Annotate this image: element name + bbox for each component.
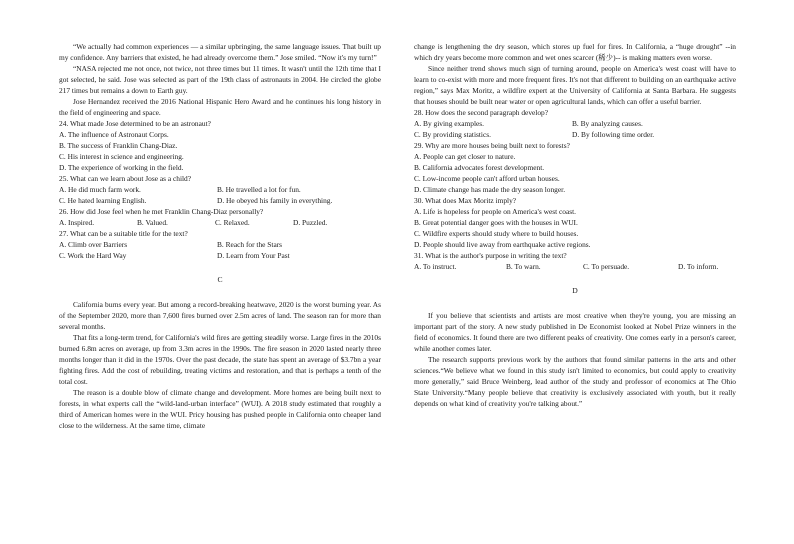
intro-paragraph-2: “NASA rejected me not once, not twice, not three times but 11 times. It wasn't until the 12th time that I got selected, he said. Jose was selected as part of the 19th class of astronauts in 2004. He circled the globe 217 times but remains a down to Earth guy.: [59, 64, 381, 95]
q27-option-a[interactable]: A. Climb over Barriers: [59, 240, 128, 249]
passage-c-continuation: change is lengthening the dry season, which stores up fuel for fires. In California, a “huge drought” --in which dry years become more common and wet ones scarcer (稀少)-- is making matters even worse.: [414, 42, 736, 62]
question-26: 26. How did Jose feel when he met Franklin Chang-Diaz personally?: [59, 207, 264, 216]
q30-option-b[interactable]: B. Great potential danger goes with the houses in WUI.: [414, 218, 578, 227]
q26-option-a[interactable]: A. Inspired.: [59, 218, 95, 227]
q26-options-row: [59, 217, 381, 228]
passage-c-paragraph-4: Since neither trend shows much sign of turning around, people on America's west coast will have to learn to co-exist with more and more frequent fires. It's not that different to building on an earthquake active region,” says Max Moritz, a wildfire expert at the University of California at Santa Barbara. He suggests that houses should be built near water or open agricultural lands, which can offer a useful barrier.: [414, 64, 736, 106]
question-24: 24. What made Jose determined to be an astronaut?: [59, 119, 211, 128]
intro-paragraph-3: Jose Hernandez received the 2016 National Hispanic Hero Award and he continues his long history in the field of engineering and space.: [59, 97, 381, 117]
question-31: 31. What is the author's purpose in writing the text?: [414, 251, 567, 260]
q27-option-d[interactable]: D. Learn from Your Past: [217, 251, 290, 260]
q26-option-b[interactable]: B. Valued.: [137, 218, 168, 227]
q28-option-a[interactable]: A. By giving examples.: [414, 119, 484, 128]
q25-option-d[interactable]: D. He obeyed his family in everything.: [217, 196, 333, 205]
q27-options-row-2: [59, 250, 381, 261]
q28-option-d[interactable]: D. By following time order.: [572, 130, 655, 139]
q29-option-b[interactable]: B. California advocates forest development.: [414, 163, 545, 172]
q29-option-c[interactable]: C. Low-income people can't afford urban houses.: [414, 174, 560, 183]
q26-option-c[interactable]: C. Relaxed.: [215, 218, 250, 227]
left-column: [59, 41, 381, 431]
q31-option-c[interactable]: C. To persuade.: [583, 262, 630, 271]
intro-paragraph-1: “We actually had common experiences — a similar upbringing, the same language issues. That built up my confidence. Any barriers that existed, he had already overcome them.” Jose smiled. “Now it's my turn!”: [59, 42, 381, 62]
passage-c-paragraph-3: The reason is a double blow of climate change and development. More homes are being built next to forests, in what experts call the “wild-land-urban interface” (WUI). A 2018 study estimated that roughly a third of American homes were in the WUI. Pricy housing has pushed people in California onto cheaper land close to the wilderness. At the same time, climate: [59, 388, 381, 430]
q27-option-c[interactable]: C. Work the Hard Way: [59, 251, 127, 260]
passage-d-paragraph-1: If you believe that scientists and artists are most creative when they're young, you are missing an important part of the story. A new study published in De Economist looked at Nobel Prize winners in the field of economics. It found there are two different peaks of creativity. One comes early in a person's career, while another comes later.: [414, 311, 736, 353]
q31-option-a[interactable]: A. To instruct.: [414, 262, 457, 271]
passage-c-paragraph-1: California burns every year. But among a record-breaking heatwave, 2020 is the worst burning year. As of the September 2020, more than 7,600 fires burned over 2.5m acres of land. The season ran for more than several months.: [59, 300, 381, 331]
question-25: 25. What can we learn about Jose as a child?: [59, 174, 192, 183]
q30-option-d[interactable]: D. People should live away from earthquake active regions.: [414, 240, 591, 249]
q28-options-row-1: [414, 118, 736, 129]
question-28: 28. How does the second paragraph develop?: [414, 108, 549, 117]
right-column: [414, 41, 736, 409]
q28-option-c[interactable]: C. By providing statistics.: [414, 130, 491, 139]
q26-option-d[interactable]: D. Puzzled.: [293, 218, 328, 227]
q31-options-row: [414, 261, 736, 272]
q25-option-a[interactable]: A. He did much farm work.: [59, 185, 141, 194]
passage-d-paragraph-2: The research supports previous work by the authors that found similar patterns in the arts and other sciences.“We believe what we found in this study isn't limited to economics, but could apply to creativity more generally,” said Bruce Weinberg, lead author of the study and professor of economics at The Ohio State University.“Many people believe that creativity is exclusively associated with youth, but it really depends on what kind of creativity you're talking about.”: [414, 355, 736, 408]
q24-option-d[interactable]: D. The experience of working in the field.: [59, 163, 184, 172]
q28-option-b[interactable]: B. By analyzing causes.: [572, 119, 643, 128]
section-d-heading: D: [572, 286, 578, 295]
q31-option-d[interactable]: D. To inform.: [678, 262, 719, 271]
q28-options-row-2: [414, 129, 736, 140]
q25-option-b[interactable]: B. He travelled a lot for fun.: [217, 185, 301, 194]
q27-option-b[interactable]: B. Reach for the Stars: [217, 240, 283, 249]
q30-option-c[interactable]: C. Wildfire experts should study where to build houses.: [414, 229, 579, 238]
question-27: 27. What can be a suitable title for the text?: [59, 229, 188, 238]
q24-option-a[interactable]: A. The influence of Astronaut Corps.: [59, 130, 169, 139]
q31-option-b[interactable]: B. To warn.: [506, 262, 541, 271]
passage-c-paragraph-2: That fits a long-term trend, for California's wild fires are getting steadily worse. Large fires in the 2010s burned 6.8m acres on average, up from 3.3m acres in the 1990s. The fire season in 2020 lasted nearly three months longer than it did in the 1970s. Over the past decade, the state has spent an average of $3.7bn a year fighting fires. Add the cost of rebuilding, treating victims and restoration, and that is perhaps a tenth of the total cost.: [59, 333, 381, 386]
q25-options-row-2: [59, 195, 381, 206]
q29-option-d[interactable]: D. Climate change has made the dry season longer.: [414, 185, 566, 194]
q27-options-row-1: [59, 239, 381, 250]
question-30: 30. What does Max Moritz imply?: [414, 196, 517, 205]
q25-options-row-1: [59, 184, 381, 195]
section-c-heading: C: [217, 275, 223, 284]
q29-option-a[interactable]: A. People can get closer to nature.: [414, 152, 516, 161]
q30-option-a[interactable]: A. Life is hopeless for people on America's west coast.: [414, 207, 577, 216]
question-29: 29. Why are more houses being built next to forests?: [414, 141, 570, 150]
q24-option-c[interactable]: C. His interest in science and engineering.: [59, 152, 184, 161]
q25-option-c[interactable]: C. He hated learning English.: [59, 196, 147, 205]
q24-option-b[interactable]: B. The success of Franklin Chang-Diaz.: [59, 141, 178, 150]
